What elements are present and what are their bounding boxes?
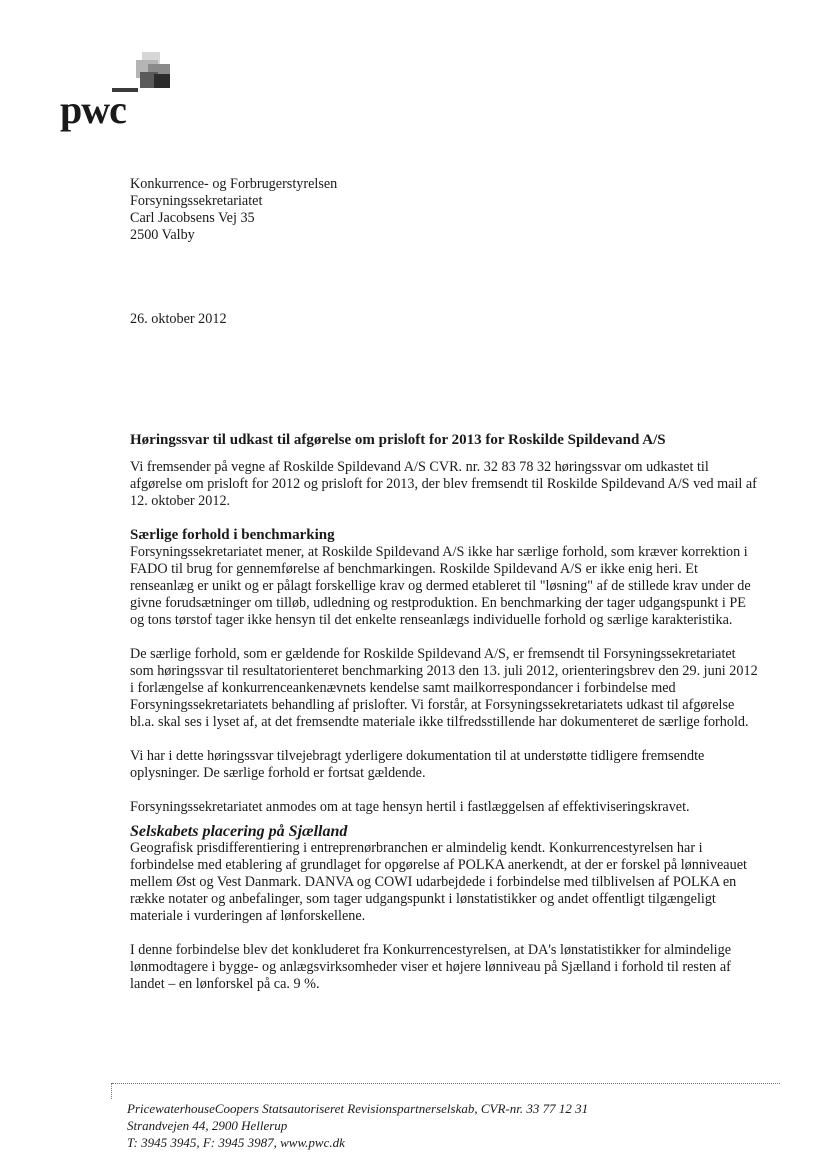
letter-body [130, 432, 758, 1010]
footer-divider-tick [111, 1083, 112, 1099]
letter-footer [127, 1100, 588, 1151]
body-paragraph: Geografisk prisdifferentiering i entreprenørbranchen er almindelig kendt. Konkurrencestyrelsen har i forbindelse med etablering af grundlaget for opgørelse af POLKA anerkendt, at der er forskel på lønniveauet mellem Øst og Vest Danmark. DANVA og COWI udarbejdede i forbindelse med tilblivelsen af POLKA en række notater og anbefalinger, som tager udgangspunkt i lønstatistikker og andet offentligt tilgængeligt materiale i vurderingen af lønforskellene. [130, 840, 747, 924]
footer-divider [112, 1083, 780, 1084]
body-paragraph: I denne forbindelse blev det konkluderet fra Konkurrencestyrelsen, at DA's lønstatistikker for almindelige lønmodtagere i bygge- og anlægsvirksomheder viser et højere lønniveau på Sjælland i forhold til resten af landet – en lønforskel på ca. 9 %. [130, 942, 732, 992]
letter-date: 26. oktober 2012 [130, 311, 227, 327]
address-line: 2500 Valby [130, 227, 195, 243]
address-line: Carl Jacobsens Vej 35 [130, 210, 255, 226]
body-paragraph: De særlige forhold, som er gældende for Roskilde Spildevand A/S, er fremsendt til Forsyningssekretariatet som høringssvar til resultatorienteret benchmarking 2013 den 13. juli 2012, orienteringsbrev den 29. juni 2012 i forlængelse af konkurrenceankenævnets kendelse samt mailkorrespondancer i forbindelse med Forsyningssekretariatets behandling af prislofter. Vi forstår, at Forsyningssekretariatets udkast til afgørelse bl.a. skal ses i lyset af, at det fremsendte materiale ikke tilfredsstillende har dokumenteret de særlige forhold. [130, 646, 758, 730]
subject-line: Høringssvar til udkast til afgørelse om prisloft for 2013 for Roskilde Spildevand A/S [130, 432, 666, 448]
recipient-address [130, 176, 337, 244]
address-line: Konkurrence- og Forbrugerstyrelsen [130, 176, 338, 192]
footer-line: PricewaterhouseCoopers Statsautoriseret Revisionspartnerselskab, CVR-nr. 33 77 12 31 [127, 1101, 589, 1116]
footer-line: Strandvejen 44, 2900 Hellerup [127, 1118, 288, 1133]
logo-wordmark: pwc [60, 87, 126, 132]
pwc-logo [60, 52, 180, 142]
address-line: Forsyningssekretariatet [130, 193, 263, 209]
section-heading: Selskabets placering på Sjælland [130, 823, 348, 840]
body-paragraph: Vi har i dette høringssvar tilvejebragt yderligere dokumentation til at understøtte tidligere fremsendte oplysninger. De særlige forhold er fortsat gældende. [130, 748, 705, 781]
logo-block-5 [154, 74, 170, 88]
footer-line: T: 3945 3945, F: 3945 3987, www.pwc.dk [127, 1135, 345, 1150]
body-paragraph: Forsyningssekretariatet mener, at Roskilde Spildevand A/S ikke har særlige forhold, som kræver korrektion i FADO til brug for gennemførelse af benchmarkingen. Roskilde Spildevand A/S er ikke enig heri. Et renseanlæg er unikt og er pålagt forskellige krav og dermed etableret til "løsning" af de stillede krav under de givne forudsætninger om tilløb, udledning og restproduktion. En benchmarking der tager udgangspunkt i PE og tons tørstof tager ikke hensyn til det enkelte renseanlægs individuelle forhold og særlige karakteristika. [130, 544, 751, 628]
body-paragraph: Forsyningssekretariatet anmodes om at tage hensyn hertil i fastlæggelsen af effektiviseringskravet. [130, 799, 690, 815]
section-heading: Særlige forhold i benchmarking [130, 527, 335, 543]
intro-paragraph: Vi fremsender på vegne af Roskilde Spildevand A/S CVR. nr. 32 83 78 32 høringssvar om udkastet til afgørelse om prisloft for 2012 og prisloft for 2013, der blev fremsendt til Roskilde Spildevand A/S ved mail af 12. oktober 2012. [130, 459, 757, 509]
